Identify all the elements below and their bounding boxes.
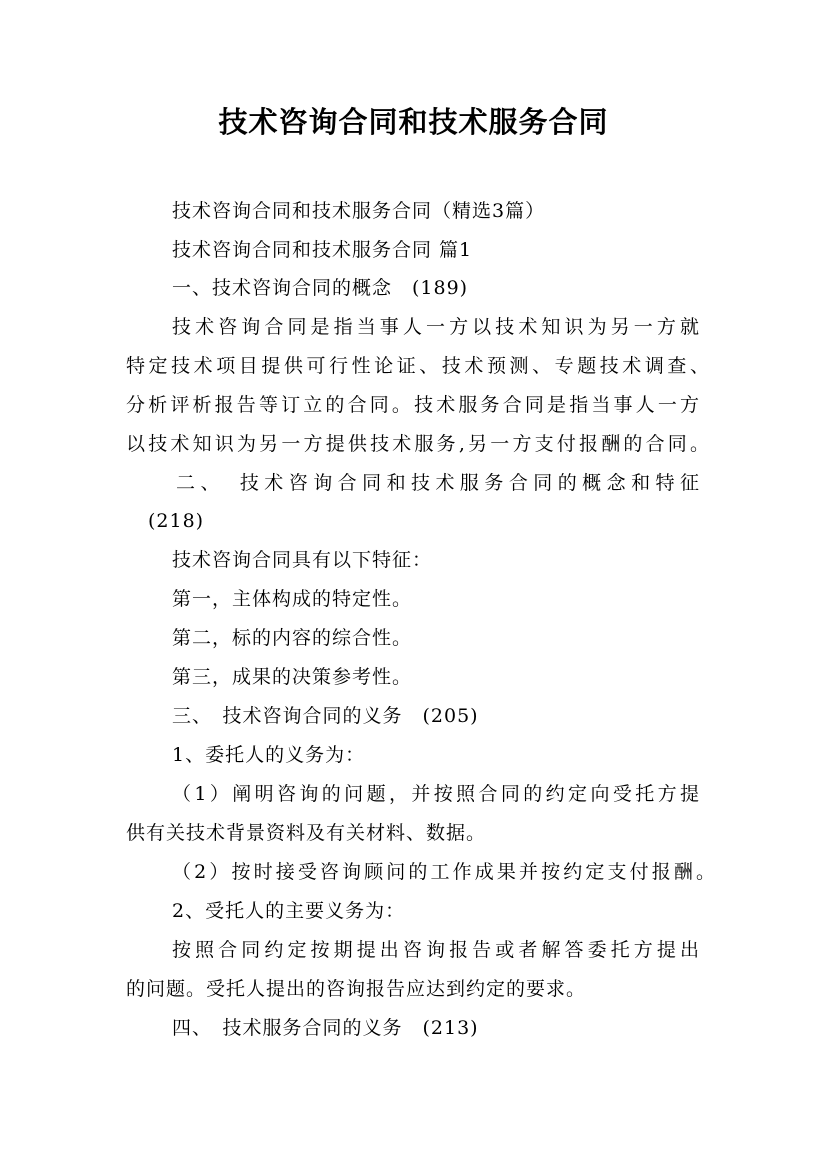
- paragraph-line: 以技术知识为另一方提供技术服务,另一方支付报酬的合同。: [126, 433, 710, 455]
- list-item: 第三，成果的决策参考性。: [172, 666, 413, 688]
- paragraph-line: （1）阐明咨询的问题，并按照合同的约定向受托方提: [172, 783, 700, 805]
- paragraph-line: 技术咨询合同和技术服务合同（精选3篇）: [172, 200, 546, 222]
- paragraph-line: 技术咨询合同具有以下特征：: [172, 549, 433, 571]
- list-item: 第二，标的内容的综合性。: [172, 627, 413, 649]
- paragraph-line: 的问题。受托人提出的咨询报告应达到约定的要求。: [126, 978, 587, 1000]
- section-heading: 四、 技术服务合同的义务 (213): [172, 1017, 479, 1039]
- list-item: 第一，主体构成的特定性。: [172, 588, 413, 610]
- paragraph-line: 2、受托人的主要义务为：: [172, 900, 406, 922]
- section-heading: 二、 技术咨询合同和技术服务合同的概念和特征: [176, 472, 700, 494]
- section-heading-number: (218): [148, 510, 205, 532]
- document-title: 技术咨询合同和技术服务合同: [218, 105, 609, 139]
- paragraph-line: 技术咨询合同和技术服务合同 篇1: [172, 239, 473, 261]
- paragraph-line: 供有关技术背景资料及有关材料、数据。: [126, 822, 487, 844]
- paragraph-line: 技术咨询合同是指当事人一方以技术知识为另一方就: [172, 316, 700, 338]
- paragraph-line: 分析评析报告等订立的合同。技术服务合同是指当事人一方: [126, 394, 700, 416]
- paragraph-line: （2）按时接受咨询顾问的工作成果并按约定支付报酬。: [172, 861, 716, 883]
- paragraph-line: 按照合同约定按期提出咨询报告或者解答委托方提出: [172, 939, 700, 961]
- section-heading: 三、 技术咨询合同的义务 (205): [172, 705, 479, 727]
- paragraph-line: 1、委托人的义务为：: [172, 744, 366, 766]
- paragraph-line: 特定技术项目提供可行性论证、技术预测、专题技术调查、: [126, 355, 710, 377]
- section-heading: 一、技术咨询合同的概念 (189): [172, 277, 469, 299]
